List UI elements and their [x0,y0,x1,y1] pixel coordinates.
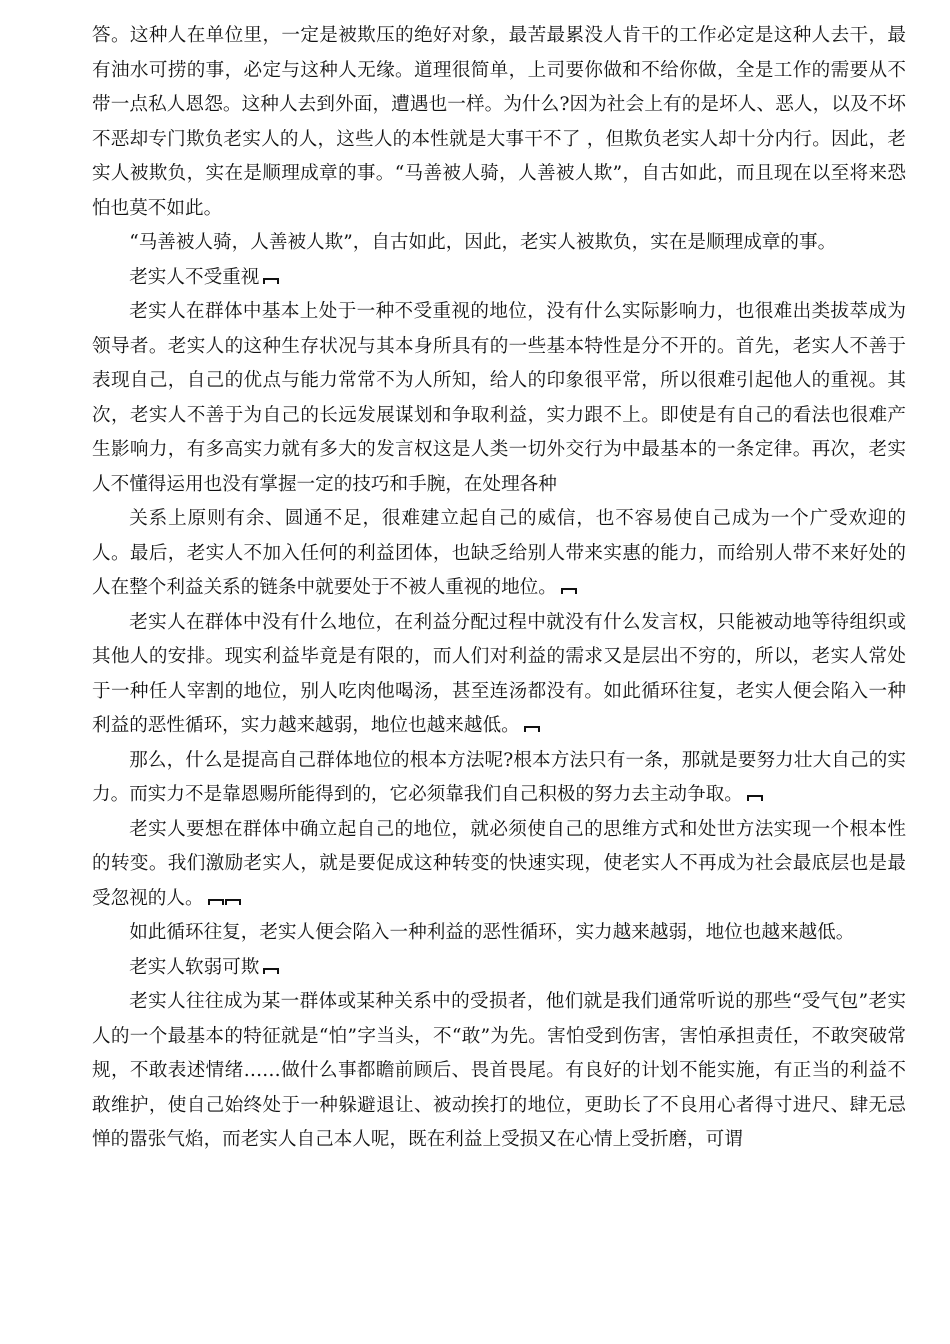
paragraph-mark-icon [263,278,279,284]
paragraph-8 [92,813,906,917]
heading-text: 老实人软弱可欺 [129,956,260,978]
paragraph-6 [92,606,906,744]
paragraph-text: 老实人在群体中基本上处于一种不受重视的地位，没有什么实际影响力，也很难出类拔萃成为领导者。老实人的这种生存状况与其本身所具有的一些基本特性是分不开的。首先，老实人不善于表现自己，自己的优点与能力常常不为人所知，给人的印象很平常，所以很难引起他人的重视。其次，老实人不善于为自己的长远发展谋划和争取利益，实力跟不上。即使是有自己的看法也很难产生影响力，有多高实力就有多大的发言权这是人类一切外交行为中最基本的一条定律。再次，老实人不懂得运用也没有掌握一定的技巧和手腕，在处理各种 [92,301,906,495]
paragraph-text: 如此循环往复，老实人便会陷入一种利益的恶性循环，实力越来越弱，地位也越来越低。 [129,922,855,943]
paragraph-mark-icon [225,899,241,905]
paragraph-5 [92,502,906,606]
paragraph-mark-icon [561,588,577,594]
paragraph-text: “马善被人骑，人善被人欺”，自古如此，因此，老实人被欺负，实在是顺理成章的事。 [129,232,837,253]
paragraph-text: 老实人要想在群体中确立起自己的地位，就必须使自己的思维方式和处世方法实现一个根本性的转变。我们激励老实人，就是要促成这种转变的快速实现，使老实人不再成为社会最底层也是最受忽视的人。 [92,818,906,909]
paragraph-mark-icon [524,726,540,732]
paragraph-mark-icon [263,968,279,974]
section-heading-not-valued [92,261,906,296]
paragraph-7 [92,744,906,813]
paragraph-mark-icon [747,795,763,801]
paragraph-4 [92,295,906,502]
section-heading-weak [92,951,906,986]
paragraph-text: 那么，什么是提高自己群体地位的根本方法呢?根本方法只有一条，那就是要努力壮大自己的实力。而实力不是靠恩赐所能得到的，它必须靠我们自己积极的努力去主动争取。 [92,749,906,805]
paragraph-11 [92,985,906,1158]
paragraph-2 [92,226,906,261]
paragraph-text: 老实人往往成为某一群体或某种关系中的受损者，他们就是我们通常听说的那些“受气包”老实人的一个最基本的特征就是“怕”字当头，不“敢”为先。害怕受到伤害，害怕承担责任，不敢突破常规，不敢表述情绪……做什么事都瞻前顾后、畏首畏尾。有良好的计划不能实施，有正当的利益不敢维护，使自己始终处于一种躲避退让、被动挨打的地位，更助长了不良用心者得寸进尺、肆无忌惮的嚣张气焰，而老实人自己本人呢，既在利益上受损又在心情上受折磨，可谓 [92,991,906,1150]
paragraph-mark-icon [208,899,224,905]
paragraph-text: 关系上原则有余、圆通不足，很难建立起自己的威信，也不容易使自己成为一个广受欢迎的人。最后，老实人不加入任何的利益团体，也缺乏给别人带来实惠的能力，而给别人带不来好处的人在整个利益关系的链条中就要处于不被人重视的地位。 [92,508,906,598]
heading-text: 老实人不受重视 [129,266,260,288]
paragraph-9 [92,916,906,951]
document-page [92,19,906,1158]
paragraph-text: 答。这种人在单位里，一定是被欺压的绝好对象，最苦最累没人肯干的工作必定是这种人去干，最有油水可捞的事，必定与这种人无缘。道理很简单，上司要你做和不给你做，全是工作的需要从不带一点私人恩怨。这种人去到外面，遭遇也一样。为什么?因为社会上有的是坏人、恶人，以及不坏不恶却专门欺负老实人的人，这些人的本性就是大事干不了 ，但欺负老实人却十分内行。因此，老实人被欺负，实在是顺理成章的事。“马善被人骑，人善被人欺”，自古如此，而且现在以至将来恐怕也莫不如此。 [92,25,906,219]
paragraph-text: 老实人在群体中没有什么地位，在利益分配过程中就没有什么发言权，只能被动地等待组织或其他人的安排。现实利益毕竟是有限的，而人们对利益的需求又是层出不穷的，所以，老实人常处于一种任人宰割的地位，别人吃肉他喝汤，甚至连汤都没有。如此循环往复，老实人便会陷入一种利益的恶性循环，实力越来越弱，地位也越来越低。 [92,611,906,736]
paragraph-1 [92,19,906,226]
